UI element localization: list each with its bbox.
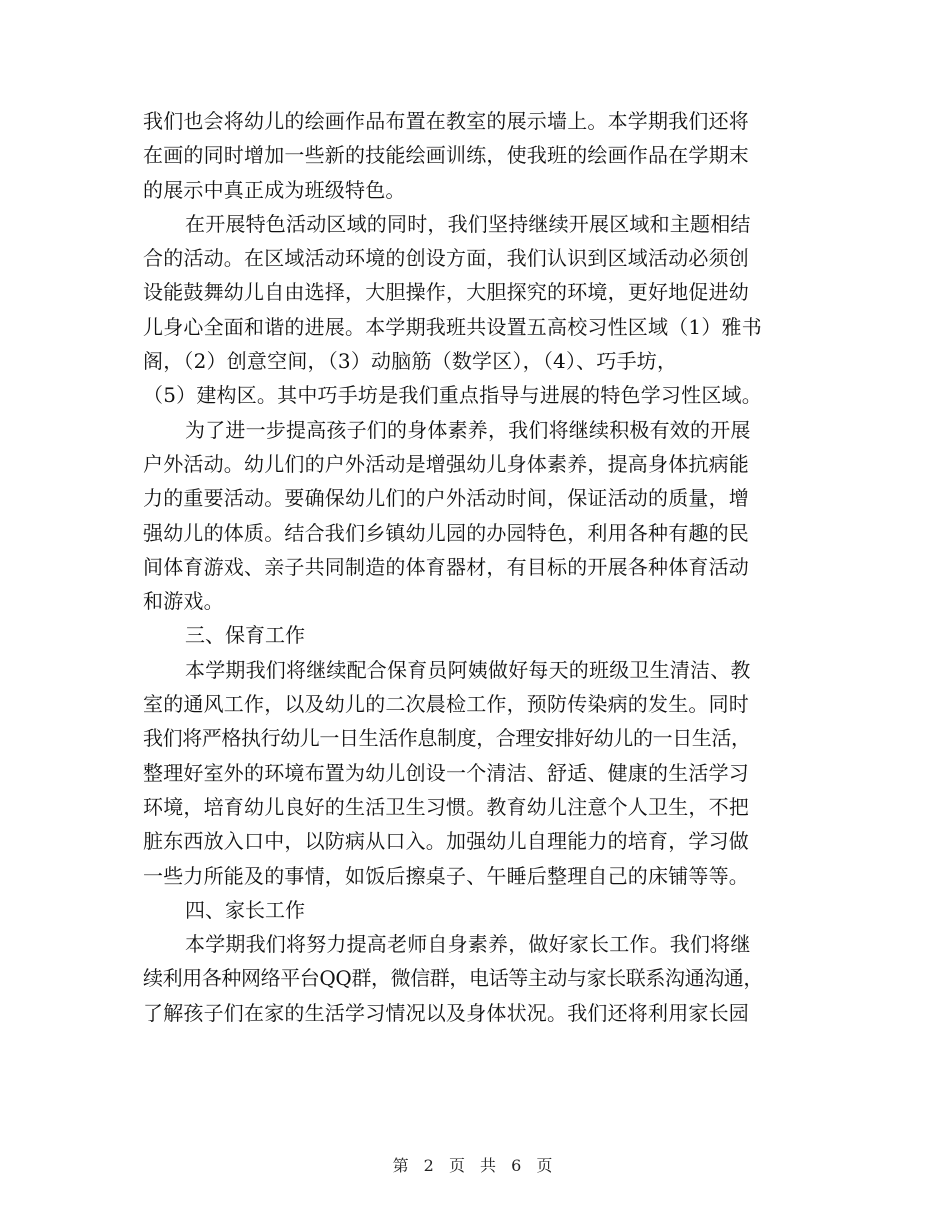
paragraph-parent-work bbox=[143, 927, 813, 1030]
text-line: 间体育游戏、亲子共同制造的体育器材，有目标的开展各种体育活动 bbox=[143, 554, 749, 579]
paragraph-outdoor-activities bbox=[143, 413, 813, 619]
text-line: 本学期我们将继续配合保育员阿姨做好每天的班级卫生清洁、教 bbox=[185, 657, 751, 682]
text-line: 我们将严格执行幼儿一日生活作息制度，合理安排好幼儿的一日生活， bbox=[143, 726, 751, 751]
text-line: 的展示中真正成为班级特色。 bbox=[143, 177, 406, 202]
text-line: 在画的同时增加一些新的技能绘画训练，使我班的绘画作品在学期末 bbox=[143, 143, 749, 168]
section-heading-parent-work: 四、家长工作 bbox=[185, 897, 305, 922]
text-line: 阁，（2）创意空间，（3）动脑筋（数学区），（4）、巧手坊， bbox=[143, 349, 678, 374]
document-body bbox=[143, 104, 813, 1030]
text-line: 我们也会将幼儿的绘画作品布置在教室的展示墙上。本学期我们还将 bbox=[143, 109, 749, 133]
section-heading-childcare: 三、保育工作 bbox=[185, 623, 305, 648]
text-line: 了解孩子们在家的生活学习情况以及身体状况。我们还将利用家长园 bbox=[143, 1000, 749, 1025]
page-number-footer: 第 2 页 共 6 页 bbox=[392, 1156, 558, 1175]
text-line: 户外活动。幼儿们的户外活动是增强幼儿身体素养，提高身体抗病能 bbox=[143, 451, 749, 476]
text-line: （5）建构区。其中巧手坊是我们重点指导与进展的特色学习性区域。 bbox=[143, 383, 762, 408]
text-line: 儿身心全面和谐的进展。本学期我班共设置五高校习性区域（1）雅书 bbox=[143, 314, 762, 339]
text-line: 强幼儿的体质。结合我们乡镇幼儿园的办园特色，利用各种有趣的民 bbox=[143, 520, 749, 545]
text-line: 脏东西放入口中，以防病从口入。加强幼儿自理能力的培育，学习做 bbox=[143, 829, 749, 854]
paragraph-childcare bbox=[143, 653, 813, 893]
text-line: 在开展特色活动区域的同时，我们坚持继续开展区域和主题相结 bbox=[185, 211, 751, 236]
text-line: 力的重要活动。要确保幼儿们的户外活动时间，保证活动的质量，增 bbox=[143, 486, 749, 511]
text-line: 设能鼓舞幼儿自由选择，大胆操作，大胆探究的环境，更好地促进幼 bbox=[143, 280, 749, 305]
paragraph-activity-areas bbox=[143, 207, 813, 413]
text-line: 合的活动。在区域活动环境的创设方面，我们认识到区域活动必须创 bbox=[143, 246, 749, 271]
text-line: 本学期我们将努力提高老师自身素养，做好家长工作。我们将继 bbox=[185, 932, 751, 957]
text-line: 续利用各种网络平台QQ群，微信群，电话等主动与家长联系沟通沟通， bbox=[143, 966, 763, 991]
text-line: 为了进一步提高孩子们的身体素养，我们将继续积极有效的开展 bbox=[185, 417, 751, 442]
text-line: 和游戏。 bbox=[143, 589, 224, 614]
text-line: 室的通风工作，以及幼儿的二次晨检工作，预防传染病的发生。同时 bbox=[143, 692, 749, 717]
paragraph-art-display bbox=[143, 104, 813, 207]
text-line: 环境，培育幼儿良好的生活卫生习惯。教育幼儿注意个人卫生，不把 bbox=[143, 794, 749, 819]
text-line: 一些力所能及的事情，如饭后擦桌子、午睡后整理自己的床铺等等。 bbox=[143, 863, 749, 888]
text-line: 整理好室外的环境布置为幼儿创设一个清洁、舒适、健康的生活学习 bbox=[143, 760, 749, 785]
